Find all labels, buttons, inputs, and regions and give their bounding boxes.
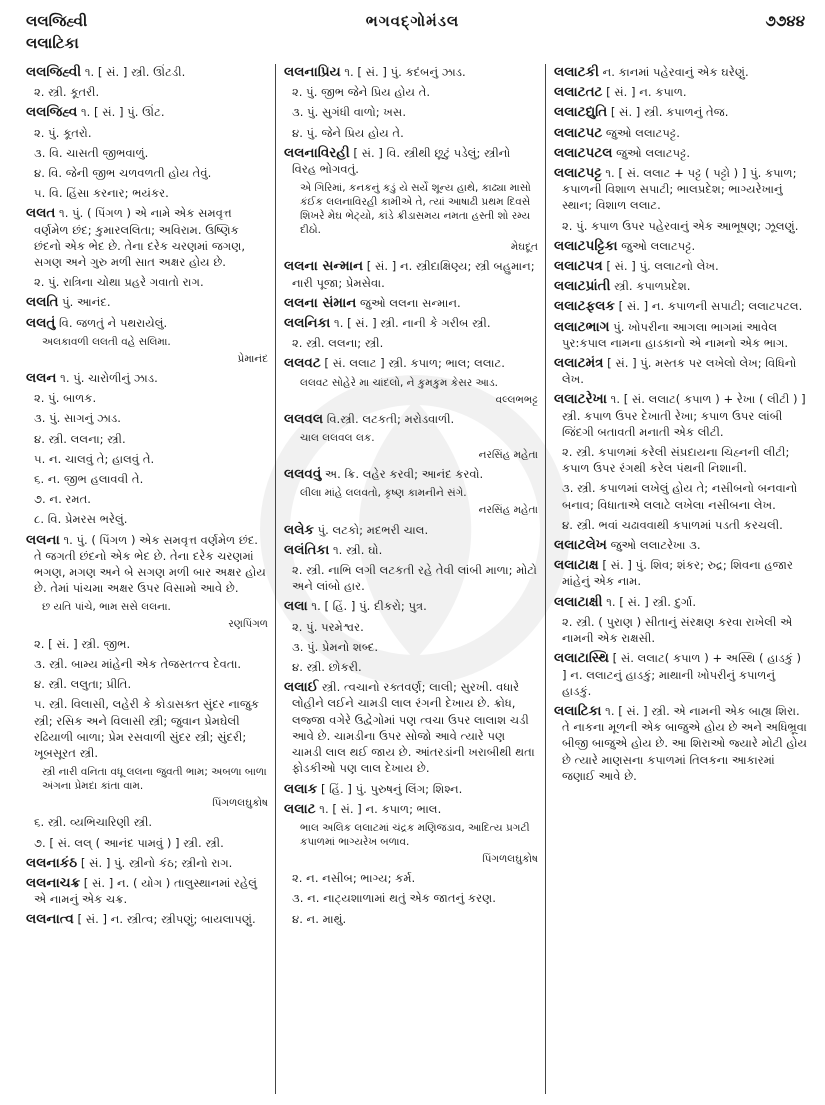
entry-definition: જુઓ લલાટપટ્ટ.	[617, 238, 696, 253]
dictionary-entry	[26, 875, 268, 907]
entry-headword: લલાટપત્ર	[554, 258, 603, 275]
citation-source: નરસિંહ મહેતા	[478, 449, 538, 462]
entry-definition: પું. ખોપરીના આગલા ભાગમાં આવેલ પુર:કપાલ નામના હાડકાનો એ નામનો એક ભાગ.	[562, 319, 789, 350]
entry-headword: લલનાત્વ	[26, 911, 74, 928]
entry-headword: લલાટભાગ	[554, 318, 610, 335]
column-2	[284, 64, 538, 1094]
entry-definition: [ સં. ] પું. મસ્તક પર લખેલો લેખ; વિધિનો લેખ.	[562, 356, 797, 387]
page-number: ૭૭૪૪	[765, 12, 805, 30]
guide-word-bottom: લલાટિકા	[26, 34, 79, 52]
dictionary-entry	[284, 522, 538, 538]
entry-definition: [ સં. ] ન. સ્ત્રીત્વ; સ્ત્રીપણું; બાયલાપણું.	[73, 912, 256, 927]
dictionary-entry	[554, 84, 808, 100]
entry-headword: લલેક	[284, 521, 314, 538]
sense-definition: ૩. ન. નાટ્યશાળામાં થતું એક જાતનું કરણ.	[292, 891, 496, 906]
citation-quote: છ યતિ પાંચે, ભામ સસે લલના.	[42, 601, 171, 614]
citation-source: મેઘદૂત	[510, 241, 538, 254]
entry-definition: [ સં. લલાટ( કપાળ ) + અસ્થિ ( હાડકું ) ] ન. લલાટનું હાડકું; માથાની ખોપરીનું કપાળનું હાડકું.	[562, 651, 802, 698]
entry-definition: [ સં. ] પું. શિવ; શંકર; રુદ્ર; શિવના હજાર માંહેનું એક નામ.	[562, 558, 793, 589]
dictionary-entry	[26, 64, 268, 80]
entry-headword: લલાટરેખા	[554, 391, 607, 408]
entry-definition: ન. કાનમાં પહેરવાનું એક ઘરેણું.	[598, 65, 749, 79]
dictionary-entry	[554, 537, 808, 553]
book-title: ભગવદ્ગોમંડલ	[365, 12, 460, 30]
dictionary-entry	[554, 703, 808, 784]
entry-definition: [ સં. ] વિ. સ્ત્રીથી છૂટું પડેલું; સ્ત્રીનો વિરહ ભોગવતું.	[292, 145, 511, 177]
sense-definition: ૭. ન. રમત.	[34, 492, 91, 507]
dictionary-entry	[284, 355, 538, 371]
dictionary-entry	[554, 64, 808, 80]
entry-definition: ૧. પું. ( પિંગળ ) એક સમવૃત્ત વર્ણમેળ છંદ. તે જગતી છંદનો એક ભેદ છે. તેના દરેક ચરણમાં ભગણ, મગણ અને બે સગણ મળી બાર અક્ષર હોય છે. તેમાં પાંચમા અક્ષર ઉપર વિસામો આવે છે.	[34, 532, 266, 596]
dictionary-entry	[26, 205, 268, 270]
entry-definition: ૧. [ સં. ] સ્ત્રી. એ નામની એક બાહ્ય શિરા. તે નાકના મૂળની એક બાજુએ હોય છે અને અધિભ્રૂવા બીજી બાજુએ હોય છે. આ શિરાઓ જ્યારે મોટી હોય છે ત્યારે માણસના કપાળમાં તિલકના આકારમાં જણાઈ આવે છે.	[562, 703, 807, 783]
entry-headword: લલાટફલક	[554, 298, 615, 315]
sense-definition: ૩. પું. પ્રેમનો શબ્દ.	[292, 639, 379, 654]
dictionary-entry	[554, 258, 808, 274]
entry-headword: લલનિકા	[284, 315, 331, 332]
sense-definition: ૪. સ્ત્રી. છોકરી.	[292, 660, 362, 675]
sense-definition: ૨. પું. જીભ જેને પ્રિય હોય તે.	[292, 85, 431, 100]
sense-definition: ૭. [ સં. લલ્ ( આનંદ પામવું ) ] સ્ત્રી. સ્ત્રી.	[34, 835, 224, 850]
sense-definition: ૬. ન. જીભ હલાવવી તે.	[34, 472, 144, 487]
entry-definition: [ સં. ] ન. કપાળ.	[602, 85, 687, 100]
entry-definition: ૧. [ સં. ] સ્ત્રી. નાની કે ગરીબ સ્ત્રી.	[330, 316, 491, 331]
entry-definition: જુઓ લલાટરેખા ૩.	[606, 538, 701, 553]
sense-definition: ૩. વિ. ચાસતી જીભવાળું.	[34, 145, 149, 160]
citation-source: પ્રેમાનંદ	[237, 352, 268, 365]
entry-headword: લલવટ	[284, 355, 321, 372]
entry-definition: ૧. [ હિં. ] પું. દીકરો; પુત્ર.	[307, 599, 427, 614]
sense-definition: ૩. પું. સાગનું ઝાડ.	[34, 411, 121, 426]
sense-definition: ૩. સ્ત્રી. કપાળમાં લખેલું હોય તે; નસીબનો બનવાનો બનાવ; વિધાતાએ લલાટે લખેલા નસીબના લેખ.	[562, 481, 798, 512]
dictionary-entry	[554, 650, 808, 699]
entry-headword: લલના સન્માન	[284, 258, 364, 275]
sense-definition: ૨. સ્ત્રી. ( પુરાણ ) સીતાનું સંરક્ષણ કરવા રાખેલી એ નામની એક રાક્ષસી.	[562, 614, 793, 646]
entry-definition: સ્ત્રી. ત્વચાનો રક્તવર્ણ; લાલી; સુરખી. વધારે લોહીને લઈને ચામડી લાલ રંગની દેખાય છે. ક્રોધ, લજ્જા વગેરે ઉદ્વેગોમાં પણ ત્વચા ઉપર લાલાશ ચડી આવે છે. ચામડીના ઉપર સોજો આવે ત્યારે પણ ચામડી લાલ થઈ જાય છે. આંતરડાંની ખરાબીથી થતા ફોડકીઓ પણ લાલ દેખાય છે.	[292, 680, 535, 776]
dictionary-entry	[554, 319, 808, 351]
sense-definition: ૨. [ સં. ] સ્ત્રી. જીભ.	[34, 636, 131, 651]
entry-headword: લલનાકંઠ	[26, 854, 78, 871]
dictionary-entry	[26, 855, 268, 871]
column-divider	[275, 64, 276, 1094]
citation-quote: અલકાવળી લલતી વહે સલિમા.	[42, 335, 171, 348]
sense-definition: ૪. સ્ત્રી. લલુતા; પ્રીતિ.	[34, 677, 132, 692]
entry-headword: લલનાચક્ર	[26, 874, 81, 891]
dictionary-entry	[284, 145, 538, 177]
column-1	[26, 64, 268, 1094]
entry-headword: લલાટતટ	[554, 84, 603, 101]
dictionary-entry	[554, 355, 808, 387]
entry-definition: ૧. [ સં. ] સ્ત્રી. ઊંટડી.	[81, 65, 186, 79]
column-divider	[545, 64, 546, 1094]
entry-definition: ૧. [ સં. લલાટ + પટ્ટ ( પટ્ટો ) ] પું. કપાળ; કપાળની વિશાળ સપાટી; ભાલપ્રદેશ; ભાગ્યરેખાનું સ્થાન; વિશાળ લલાટ.	[562, 166, 797, 213]
sense-definition: ૪. વિ. જેની જીભ ચળવળતી હોય તેવું.	[34, 166, 212, 181]
citation-quote: ભાલ અલિક લલાટમાં ચંદ્રક મણિજડાવ, આદિત્ય પ્રગટી કપાળમાં ભાગ્યરેખ બળાવ.	[300, 821, 530, 848]
entry-headword: લલાટાસ્થિ	[554, 650, 609, 667]
entry-headword: લલાટાક્ષ	[554, 557, 599, 574]
entry-headword: લલંતિકા	[284, 541, 330, 558]
dictionary-entry	[26, 104, 268, 120]
dictionary-entry	[284, 315, 538, 331]
sense-definition: ૪. સ્ત્રી. ભવાં ચઢાવવાથી કપાળમાં પડતી કરચલી.	[562, 517, 783, 532]
entry-definition: ૧. [ સં. લલાટ( કપાળ ) + રેખા ( લીટી ) ] સ્ત્રી. કપાળ ઉપર દેખાતી રેખા; કપાળ ઉપર લાંબી જિંદગી બતાવતી મનાતી એક લીટી.	[562, 392, 806, 439]
dictionary-entry	[284, 801, 538, 817]
sense-definition: ૩. સ્ત્રી. બામ્ય માંહેની એક તેજસ્તત્ત્વ દેવતા.	[34, 656, 242, 671]
dictionary-entry	[284, 781, 538, 797]
sense-definition: ૨. સ્ત્રી. કૂતરી.	[34, 85, 100, 100]
dictionary-entry	[284, 679, 538, 776]
page-header	[0, 0, 825, 64]
dictionary-entry	[26, 294, 268, 310]
entry-definition: જુઓ લલાટપટ્ટ.	[612, 145, 691, 160]
dictionary-entry	[554, 594, 808, 610]
entry-definition: વિ.સ્ત્રી. લટકતી; મરોડવાળી.	[323, 411, 455, 426]
entry-definition: [ સં. ] ન. ( યોગ ) તાલુસ્થાનમાં રહેલું એ નામનું એક ચક્ર.	[34, 875, 258, 907]
dictionary-entry	[284, 598, 538, 614]
column-3	[554, 64, 808, 1094]
sense-definition: ૪. સ્ત્રી. લલના; સ્ત્રી.	[34, 431, 126, 446]
guide-word-top: લલજિહ્વી	[26, 12, 88, 30]
sense-definition: ૨. સ્ત્રી. લલના; સ્ત્રી.	[292, 336, 384, 351]
sense-definition: ૫. વિ. હિંસા કરનાર; ભયંકર.	[34, 186, 169, 201]
entry-headword: લલજિહ્વ	[26, 104, 78, 121]
dictionary-entry	[554, 278, 808, 294]
sense-definition: ૨. પું. બાળક.	[34, 391, 97, 406]
entry-definition: ૧. [ સં. ] પું. ઊંટ.	[77, 105, 165, 120]
sense-definition: ૪. પું. જેને પ્રિય હોય તે.	[292, 125, 404, 140]
entry-definition: ૧. [ સં. ] પું. કદંબનું ઝાડ.	[340, 65, 466, 79]
dictionary-entry	[284, 64, 538, 80]
entry-headword: લલાઈ	[284, 679, 319, 696]
entry-definition: પું. લટકો; મદભરી ચાલ.	[313, 522, 429, 537]
entry-headword: લલાટકી	[554, 64, 599, 80]
dictionary-entry	[284, 542, 538, 558]
entry-definition: વિ. જળતું ને પથરાયેલું.	[55, 315, 168, 330]
dictionary-entry	[284, 466, 538, 482]
entry-definition: ૧. પું. ( પિંગળ ) એ નામે એક સમવૃત્ત વર્ણમેળ છંદ; કુમારલલિતા; અવિરામ. ઉષ્ણિક છંદનો એક ભેદ છે. તેના દરેક ચરણમાં જગણ, સગણ અને ગુરુ મળી સાત અક્ષર હોય છે.	[34, 206, 246, 270]
dictionary-entry	[554, 104, 808, 120]
citation-source: નરસિંહ મહેતા	[478, 504, 538, 517]
dictionary-entry	[284, 295, 538, 311]
entry-headword: લલાટમંત્ર	[554, 355, 604, 372]
entry-headword: લલતિ	[26, 294, 59, 311]
entry-headword: લલા	[284, 598, 308, 615]
dictionary-entry	[284, 411, 538, 427]
dictionary-entry	[554, 391, 808, 440]
entry-definition: [ સં. ] ન. સ્ત્રીદાક્ષિણ્ય; સ્ત્રી બહુમાન; નારી પૂજા; પ્રેમસેવા.	[292, 259, 535, 290]
dictionary-entry	[284, 258, 538, 290]
entry-definition: [ સં. ] પું. લલાટનો લેખ.	[602, 259, 719, 274]
dictionary-entry	[554, 238, 808, 254]
entry-definition: [ સં. લલાટ ] સ્ત્રી. કપાળ; ભાલ; લલાટ.	[320, 356, 505, 371]
sense-definition: ૪. ન. માથું.	[292, 911, 347, 926]
sense-definition: ૫. ન. ચાલવું તે; હાલવું તે.	[34, 451, 155, 466]
entry-headword: લલાટાક્ષી	[554, 593, 603, 610]
entry-headword: લલના સંમાન	[284, 294, 357, 311]
sense-definition: ૨. પું. પરમેશ્વર.	[292, 619, 364, 634]
entry-definition: [ હિં. ] પું. પુરુષનું લિંગ; શિશ્ન.	[317, 781, 463, 796]
entry-headword: લલજિહ્વી	[26, 64, 82, 80]
citation-quote: સ્ત્રી નારી વનિતા વધૂ લલના જુવતી ભામ; અબળા બાળા અંગના પ્રેમદા કાંતા વામ.	[42, 766, 267, 793]
entry-headword: લલાટપટલ	[554, 144, 613, 161]
entry-headword: લલવલ	[284, 410, 324, 427]
entry-definition: સ્ત્રી. કપાળપ્રદેશ.	[610, 279, 691, 294]
entry-headword: લલવવું	[284, 466, 322, 483]
dictionary-entry	[26, 315, 268, 331]
entry-definition: જુઓ લલના સન્માન.	[356, 295, 461, 310]
entry-headword: લલનાપ્રિય	[284, 64, 341, 80]
citation-source: વલ્લભભટ્ટ	[495, 393, 538, 406]
citation-source: રણપિંગળ	[228, 618, 268, 631]
sense-definition: ૨. પું. રાત્રિના ચોથા પ્રહરે ગવાતો રાગ.	[34, 275, 204, 290]
dictionary-entry	[26, 911, 268, 927]
entry-headword: લલાક	[284, 780, 318, 797]
entry-definition: ૧. [ સં. ] સ્ત્રી. દુર્ગા.	[602, 594, 697, 609]
entry-definition: ૧. [ સં. ] ન. કપાળ; ભાલ.	[315, 801, 442, 816]
entry-headword: લલન	[26, 370, 57, 387]
sense-definition: ૨. સ્ત્રી. કપાળમાં કરેલી સંપ્રદાયના ચિહ્નની લીટી; કપાળ ઉપર રંગથી કરેલ પંથની નિશાની.	[562, 445, 790, 476]
entry-definition: [ સં. ] ન. કપાળની સપાટી; લલાટપટલ.	[614, 299, 803, 314]
sense-definition: ૬. સ્ત્રી. વ્યભિચારિણી સ્ત્રી.	[34, 815, 153, 830]
entry-headword: લલના	[26, 531, 60, 548]
entry-headword: લલાટપટ	[554, 124, 603, 141]
entry-headword: લલાટપ્રાંતી	[554, 278, 611, 295]
dictionary-entry	[554, 557, 808, 589]
entry-definition: [ સં. ] પું. સ્ત્રીનો કંઠ; સ્ત્રીનો રાગ.	[77, 855, 233, 870]
entry-headword: લલાટપટ્ટિકા	[554, 237, 618, 254]
entry-definition: પું. આનંદ.	[58, 295, 111, 310]
dictionary-entry	[554, 145, 808, 161]
entry-headword: લલતું	[26, 314, 56, 331]
citation-quote: ચાલ લલવલ લક.	[300, 432, 375, 445]
dictionary-entry	[554, 125, 808, 141]
citation-source: પિંગળલઘુકોષ	[212, 797, 268, 810]
entry-headword: લલનાવિરહી	[284, 144, 350, 161]
citation-quote: લીલા માંહે લલવતો, કૃષ્ણ કામનીને સંગે.	[300, 487, 467, 500]
dictionary-entry	[554, 165, 808, 214]
citation-quote: એ ગિરિમાં, કનકનું કડું યે સર્યે શૂન્ય હાથે, કાઢ્યા માસો કંઈક લલનાવિરહી કામીએ તે, ત્યાં આષાઢી પ્રથમ દિવસે શિખરે મેઘ ભેટ્યો, કાંડે ક્રીડાસમય નમતા હસ્તી શો રમ્ય દીઠો.	[300, 182, 531, 237]
sense-definition: ૩. પું. સુગંધી વાળો; ખસ.	[292, 105, 407, 120]
entry-headword: લલાટપટ્ટ	[554, 165, 602, 182]
dictionary-entry	[554, 298, 808, 314]
entry-definition: [ સં. ] સ્ત્રી. કપાળનું તેજ.	[607, 105, 729, 120]
entry-headword: લલાટિકા	[554, 702, 602, 719]
dictionary-entry	[26, 370, 268, 386]
sense-definition: ૨. પું. કપાળ ઉપર પહેરવાનું એક આભૂષણ; ઝૂલણું.	[562, 218, 799, 233]
sense-definition: ૮. વિ. પ્રેમરસ ભરેલું.	[34, 512, 128, 527]
entry-definition: ૧. સ્ત્રી. ઘો.	[329, 542, 383, 557]
entry-definition: જુઓ લલાટપટ્ટ.	[602, 125, 680, 140]
entry-definition: ૧. પું. ચારોળીનું ઝાડ.	[56, 371, 158, 386]
sense-definition: ૫. સ્ત્રી. વિલાસી, લહેરી કે કોડાસક્ત સુંદર નાજુક સ્ત્રી; રસિક અને વિલાસી સ્ત્રી; જુવાન પ્રેમઘેલી રઢિયાળી બાળા; પ્રેમ રસવાળી સુંદર સ્ત્રી; સુંદરી; ખૂબસૂરત સ્ત્રી.	[34, 697, 260, 760]
sense-definition: ૨. સ્ત્રી. નાભિ લગી લટકતી રહે તેવી લાંબી માળા; મોટો અને લાંબો હાર.	[292, 563, 537, 594]
entry-definition: અ. ક્રિ. લહેર કરવી; આનંદ કરવો.	[321, 467, 484, 482]
entry-headword: લલાટલેખ	[554, 537, 607, 554]
citation-quote: લલવટ સોહેરે મા ચાંદલો, ને કુમકુમ કેસર આડ.	[300, 376, 498, 389]
sense-definition: ૨. પું. કૂતરો.	[34, 125, 92, 140]
dictionary-entry	[26, 532, 268, 597]
sense-definition: ૨. ન. નસીબ; ભાગ્ય; કર્મ.	[292, 871, 416, 886]
entry-headword: લલત	[26, 205, 56, 222]
citation-source: પિંગળલઘુકોષ	[482, 852, 538, 865]
entry-headword: લલાટદ્યુતિ	[554, 104, 608, 121]
entry-headword: લલાટ	[284, 800, 316, 817]
